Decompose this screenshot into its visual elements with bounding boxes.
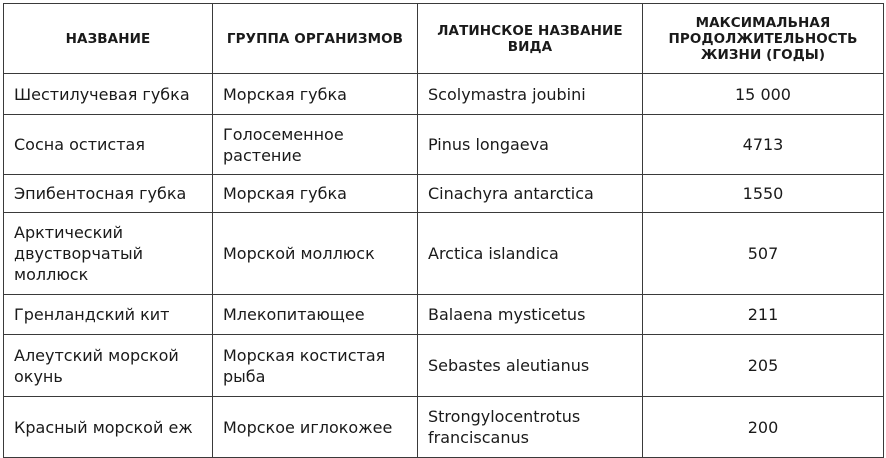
cell-latin: Sebastes aleutianus	[418, 335, 643, 397]
cell-lifespan: 205	[643, 335, 884, 397]
cell-group: Морская губка	[213, 175, 418, 213]
cell-name: Эпибентосная губка	[4, 175, 213, 213]
cell-lifespan: 15 000	[643, 74, 884, 115]
header-group: ГРУППА ОРГАНИЗМОВ	[213, 4, 418, 74]
table-row	[4, 213, 884, 295]
cell-lifespan: 507	[643, 213, 884, 295]
cell-lifespan: 200	[643, 397, 884, 458]
cell-lifespan: 211	[643, 295, 884, 335]
header-max-lifespan: МАКСИМАЛЬНАЯ ПРОДОЛЖИТЕЛЬНОСТЬ ЖИЗНИ (ГОДЫ)	[643, 4, 884, 74]
cell-name: Гренландский кит	[4, 295, 213, 335]
cell-latin: Scolymastra joubini	[418, 74, 643, 115]
table-row	[4, 175, 884, 213]
table-row	[4, 397, 884, 458]
table-row	[4, 115, 884, 175]
cell-group: Морская губка	[213, 74, 418, 115]
cell-latin: Pinus longaeva	[418, 115, 643, 175]
cell-group: Морское иглокожее	[213, 397, 418, 458]
cell-group: Голосеменное растение	[213, 115, 418, 175]
cell-name: Красный морской еж	[4, 397, 213, 458]
cell-latin: Cinachyra antarctica	[418, 175, 643, 213]
cell-group: Морской моллюск	[213, 213, 418, 295]
header-name: НАЗВАНИЕ	[4, 4, 213, 74]
cell-latin: Arctica islandica	[418, 213, 643, 295]
cell-latin: Balaena mysticetus	[418, 295, 643, 335]
lifespan-table	[3, 3, 884, 458]
header-latin-name: ЛАТИНСКОЕ НАЗВАНИЕ ВИДА	[418, 4, 643, 74]
cell-name: Шестилучевая губка	[4, 74, 213, 115]
cell-name: Сосна остистая	[4, 115, 213, 175]
cell-lifespan: 1550	[643, 175, 884, 213]
table-header-row	[4, 4, 884, 74]
table-row	[4, 74, 884, 115]
cell-group: Млекопитающее	[213, 295, 418, 335]
cell-name: Алеутский морской окунь	[4, 335, 213, 397]
table-row	[4, 295, 884, 335]
cell-lifespan: 4713	[643, 115, 884, 175]
cell-latin: Strongylocentrotus franciscanus	[418, 397, 643, 458]
table-row	[4, 335, 884, 397]
cell-group: Морская костистая рыба	[213, 335, 418, 397]
cell-name: Арктический двустворчатый моллюск	[4, 213, 213, 295]
